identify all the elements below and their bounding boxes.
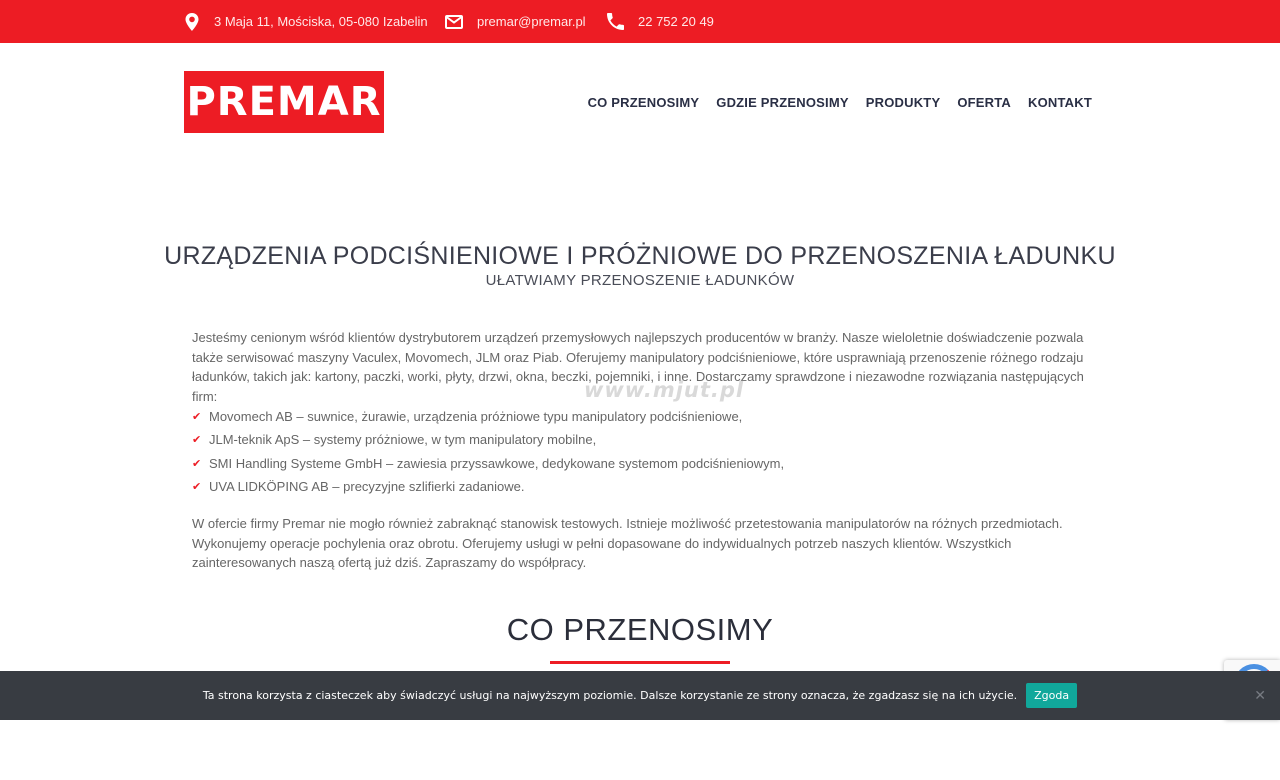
phone-link[interactable]	[607, 0, 714, 43]
email-text: premar@premar.pl	[477, 14, 586, 29]
check-icon: ✔	[192, 434, 202, 447]
list-item	[192, 475, 784, 498]
page-title: URZĄDZENIA PODCIŚNIENIOWE I PRÓŻNIOWE DO PRZENOSZENIA ŁADUNKU	[164, 242, 1116, 270]
list-item-text: Movomech AB – suwnice, żurawie, urządzenia próżniowe typu manipulatory podciśnieniowe,	[209, 409, 743, 425]
partner-list	[192, 405, 784, 498]
cookie-message: Ta strona korzysta z ciasteczek aby świadczyć usługi na najwyższym poziomie. Dalsze korzystanie ze strony oznacza, że zgadzasz się na ich użycie.	[202, 689, 1018, 702]
list-item-text: JLM-teknik ApS – systemy próżniowe, w tym manipulatory mobilne,	[209, 432, 597, 448]
address-item	[184, 0, 428, 43]
watermark: www.mjut.pl	[584, 378, 745, 402]
check-icon: ✔	[192, 481, 202, 494]
site-logo[interactable]	[184, 71, 384, 133]
mail-icon	[445, 15, 463, 29]
phone-icon	[607, 13, 624, 30]
list-item-text: SMI Handling Systeme GmbH – zawiesia przyssawkowe, dedykowane systemom podciśnieniowym,	[209, 455, 785, 471]
close-icon[interactable]: ✕	[1254, 687, 1266, 703]
email-link[interactable]	[445, 0, 586, 43]
top-contact-bar	[0, 0, 1280, 43]
nav-item-oferta[interactable]: OFERTA	[957, 95, 1012, 110]
offer-paragraph: W ofercie firmy Premar nie mogło również zabraknąć stanowisk testowych. Istnieje możliwość przetestowania manipulatorów na różnych przedmiotach. Wykonujemy operacje pochylenia oraz obrotu. Oferujemy usługi w pełni dopasowane do indywidualnych potrzeb naszych klientów. Wszystkich zainteresowanych naszą ofertą już dziś. Zapraszamy do współpracy.	[192, 516, 1063, 570]
check-icon: ✔	[192, 411, 202, 424]
cookie-agree-button[interactable]: Zgoda	[1026, 683, 1077, 708]
nav-item-kontakt[interactable]: KONTAKT	[1028, 95, 1092, 110]
section-title: CO PRZENOSIMY	[506, 612, 774, 647]
main-nav	[588, 95, 1092, 110]
intro-paragraph: Jesteśmy cenionym wśród klientów dystrybutorem urządzeń przemysłowych najlepszych producentów w branży. Nasze wieloletnie doświadczenie pozwala także serwisować maszyny Vaculex, Movomech, JLM oraz Piab. Oferujemy manipulatory podciśnieniowe, które usprawniają przenoszenie różnego rodzaju ładunków, takich jak: kartony, paczki, worki, płyty, drzwi, okna, beczki, pojemniki, i inne. Dostarczamy sprawdzone i niezawodne rozwiązania następujących firm:	[192, 330, 1084, 404]
nav-item-produkty[interactable]: PRODUKTY	[865, 95, 941, 110]
phone-text: 22 752 20 49	[638, 14, 714, 29]
map-pin-icon	[184, 13, 200, 31]
page-subtitle: UŁATWIAMY PRZENOSZENIE ŁADUNKÓW	[485, 272, 795, 289]
check-icon: ✔	[192, 457, 202, 470]
address-text: 3 Maja 11, Mościska, 05-080 Izabelin	[214, 14, 428, 29]
nav-item-gdzie-przenosimy[interactable]: GDZIE PRZENOSIMY	[716, 95, 849, 110]
list-item-text: UVA LIDKÖPING AB – precyzyjne szlifierki zadaniowe.	[209, 479, 525, 495]
nav-item-co-przenosimy[interactable]: CO PRZENOSIMY	[587, 95, 700, 110]
cookie-bar	[0, 671, 1280, 720]
list-item	[192, 405, 784, 428]
logo-text: PREMAR	[186, 79, 382, 125]
section-underline	[550, 661, 730, 664]
list-item	[192, 428, 784, 451]
list-item	[192, 452, 784, 475]
